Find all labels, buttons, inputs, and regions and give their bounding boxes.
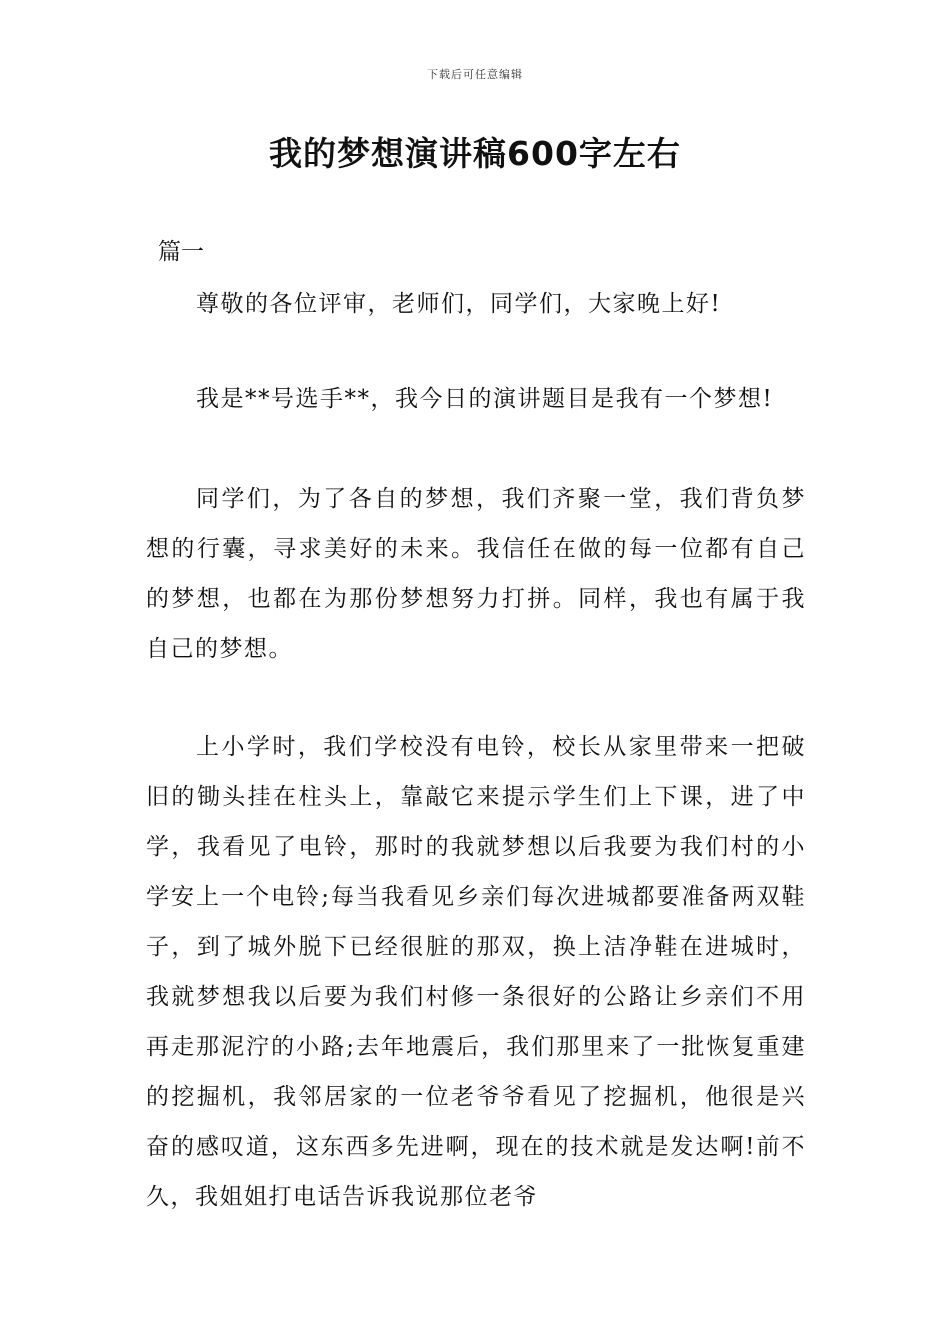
document-title: 我的梦想演讲稿600字左右 — [269, 134, 681, 173]
paragraph-greeting — [146, 279, 806, 329]
paragraph-text: 同学们，为了各自的梦想，我们齐聚一堂，我们背负梦想的行囊，寻求美好的未来。我信任在做的每一位都有自己的梦想，也都在为那份梦想努力打拼。同样，我也有属于我自己的梦想。 — [146, 486, 806, 662]
paragraph-dreams — [146, 474, 806, 674]
paragraph-text: 上小学时，我们学校没有电铃，校长从家里带来一把破旧的锄头挂在柱头上，靠敲它来提示学生们上下课，进了中学，我看见了电铃，那时的我就梦想以后我要为我们村的小学安上一个电铃;每当我看见乡亲们每次进城都要准备两双鞋子，到了城外脱下已经很脏的那双，换上洁净鞋在进城时，我就梦想我以后要为我们村修一条很好的公路让乡亲们不用再走那泥泞的小路;去年地震后，我们那里来了一批恢复重建的挖掘机，我邻居家的一位老爷爷看见了挖掘机，他很是兴奋的感叹道，这东西多先进啊，现在的技术就是发达啊!前不久，我姐姐打电话告诉我说那位老爷 — [146, 734, 806, 1210]
page-header-note: 下载后可任意编辑 — [427, 68, 523, 81]
paragraph-childhood — [146, 722, 806, 1222]
paragraph-introduction — [146, 374, 806, 424]
section-label: 篇一 — [158, 239, 204, 265]
paragraph-text: 尊敬的各位评审，老师们，同学们，大家晚上好! — [196, 291, 722, 317]
paragraph-text: 我是**号选手**，我今日的演讲题目是我有一个梦想! — [196, 386, 774, 412]
